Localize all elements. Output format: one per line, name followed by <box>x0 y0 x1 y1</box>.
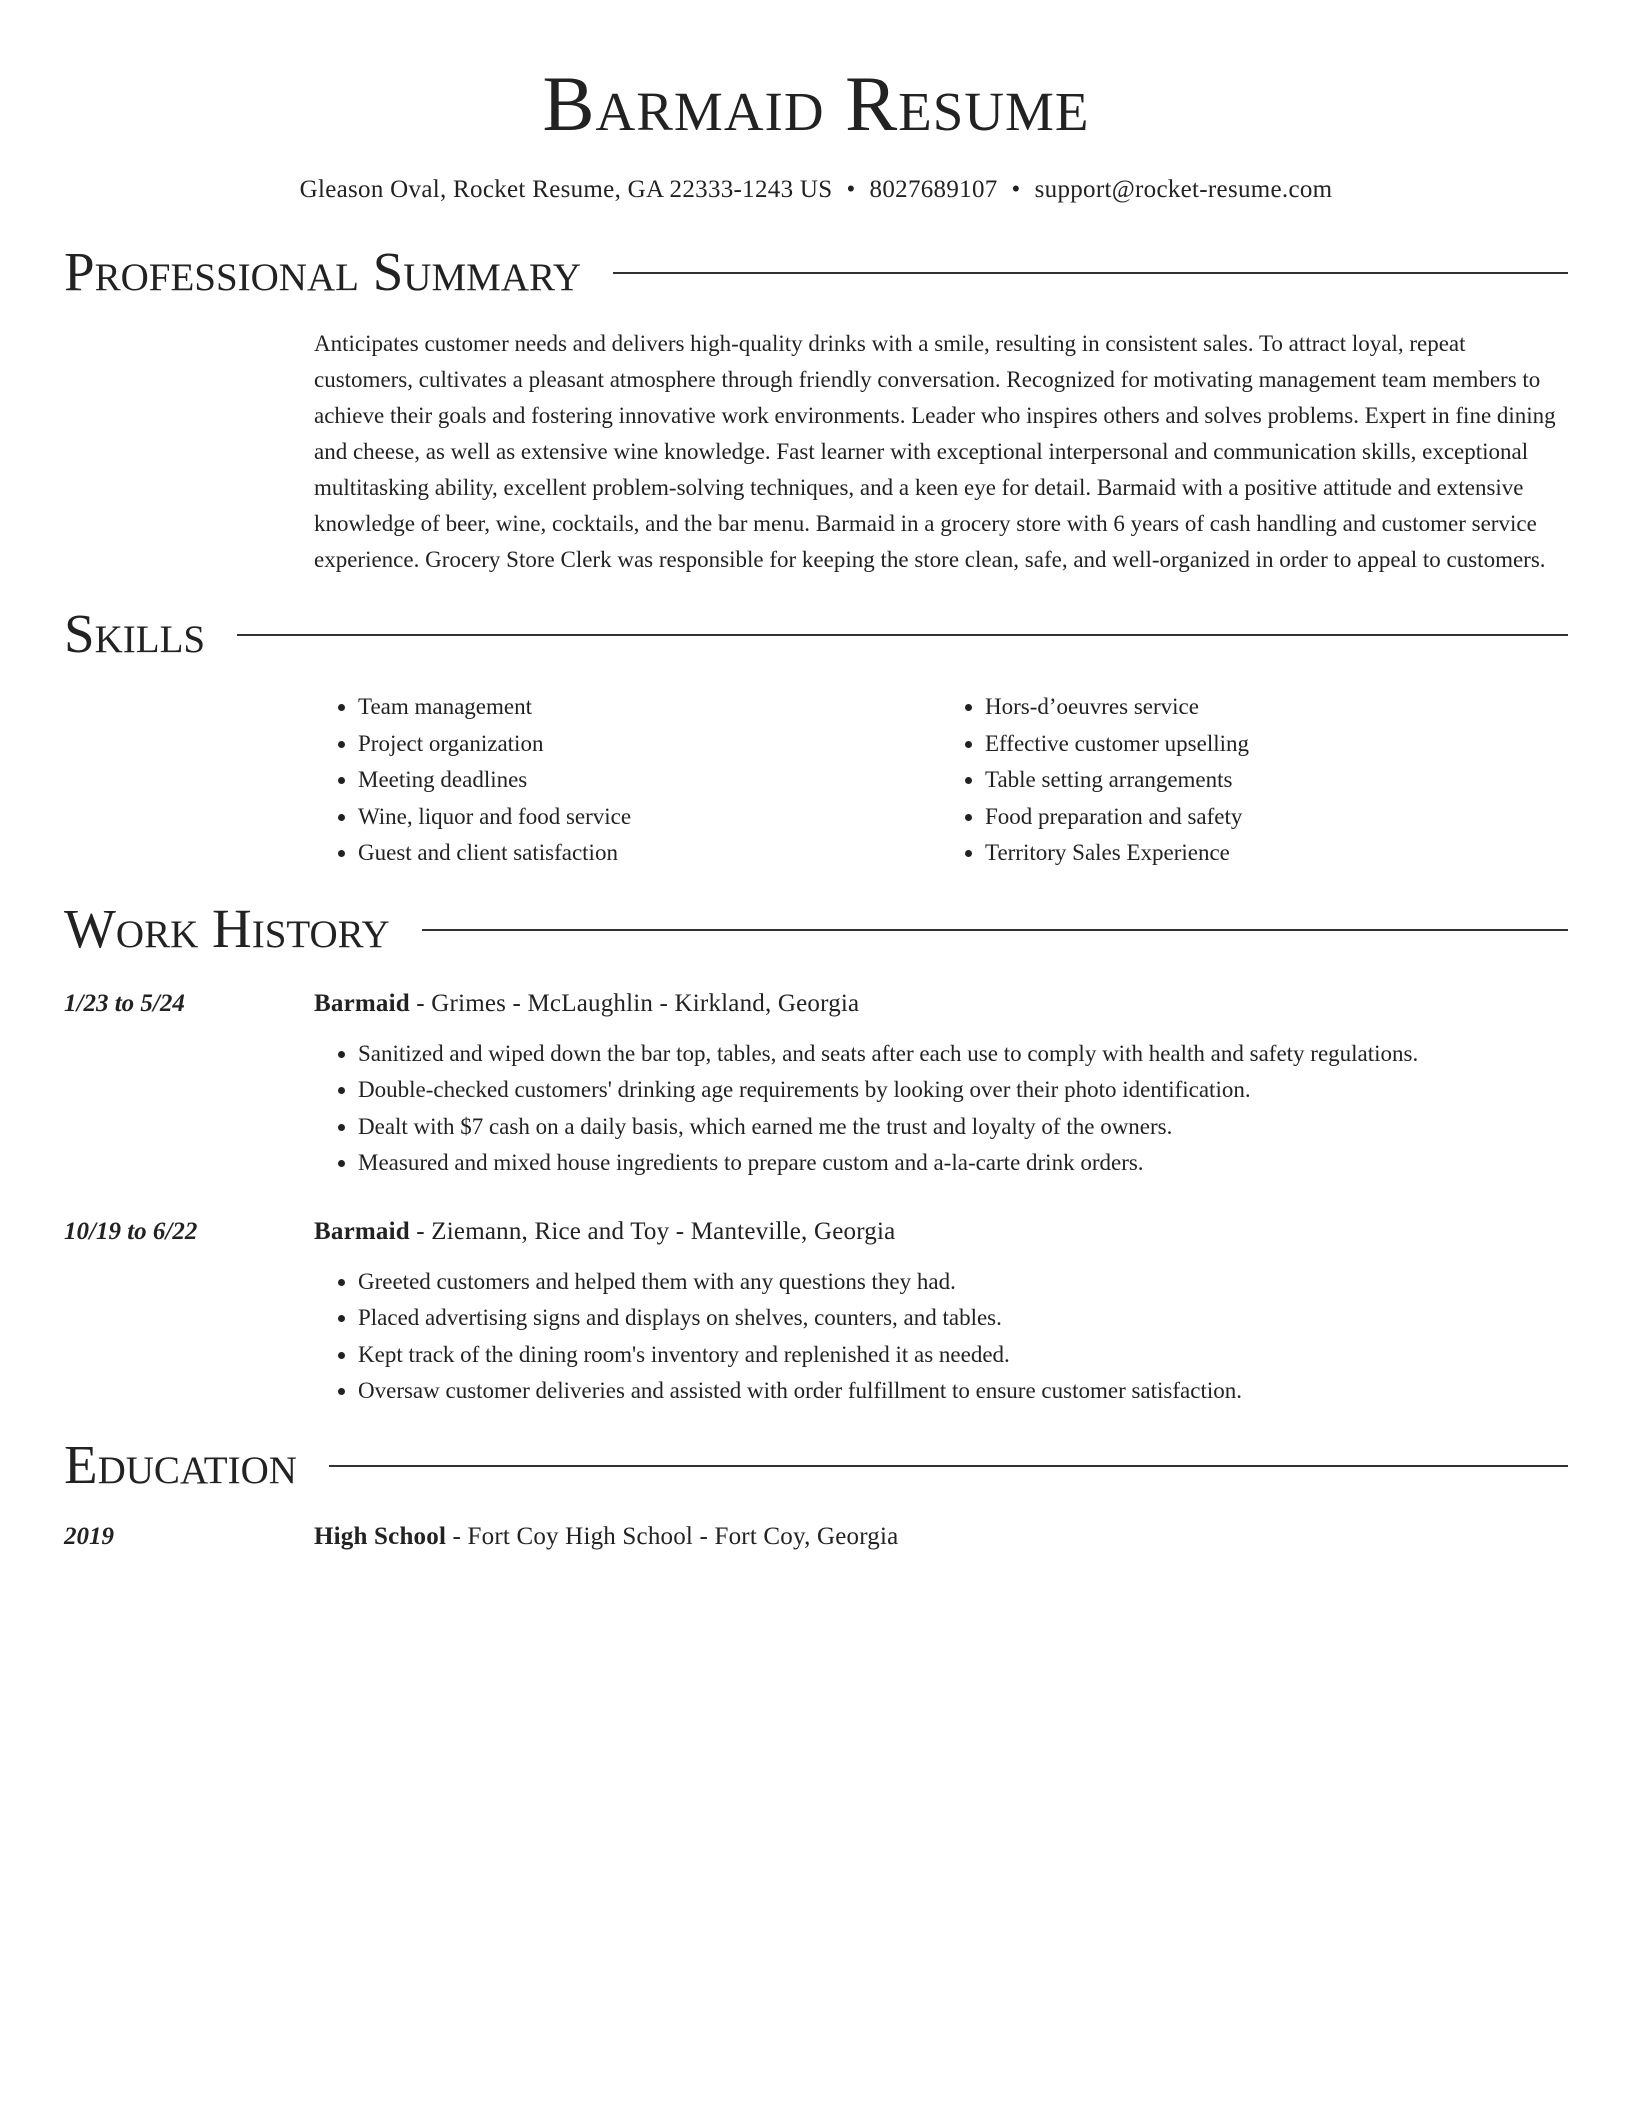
contact-address: Gleason Oval, Rocket Resume, GA 22333-1243 US <box>299 176 833 203</box>
education-header <box>64 1430 1568 1500</box>
contact-separator: • <box>1011 176 1021 203</box>
skill-item: • Food preparation and safety <box>985 799 1568 836</box>
job-bullet: • Placed advertising signs and displays on shelves, counters, and tables. <box>358 1300 1568 1337</box>
section-title: Skills <box>64 603 206 664</box>
job-bullets <box>314 1264 1568 1410</box>
skills-grid <box>314 689 1568 872</box>
section-title: Education <box>64 1433 297 1495</box>
section-divider <box>422 929 1568 931</box>
section-divider <box>329 1465 1568 1467</box>
job-bullet: • Oversaw customer deliveries and assisted with order fulfillment to ensure customer satisfaction. <box>358 1373 1568 1410</box>
job-entry <box>64 986 1568 1182</box>
summary-header <box>64 237 1568 307</box>
education-heading <box>314 1519 1568 1555</box>
summary-section <box>64 237 1568 578</box>
section-title: Work History <box>64 897 390 959</box>
job-details: - Ziemann, Rice and Toy - Manteville, Georgia <box>409 1217 896 1245</box>
contact-separator: • <box>846 176 856 203</box>
job-bullet: • Measured and mixed house ingredients to prepare custom and a-la-carte drink orders. <box>358 1145 1568 1182</box>
resume-page <box>64 0 1568 1555</box>
skill-item: • Guest and client satisfaction <box>358 835 941 872</box>
job-entry <box>64 1214 1568 1410</box>
skill-item: • Effective customer upselling <box>985 726 1568 763</box>
summary-body <box>314 326 1568 578</box>
skills-header <box>64 599 1568 669</box>
job-bullet: • Kept track of the dining room's inventory and replenished it as needed. <box>358 1337 1568 1374</box>
job-bullet: • Sanitized and wiped down the bar top, tables, and seats after each use to comply with health and safety regulations. <box>358 1036 1568 1073</box>
skills-list-right <box>941 689 1568 872</box>
education-details: - Fort Coy High School - Fort Coy, Georgia <box>446 1522 899 1550</box>
job-details: - Grimes - McLaughlin - Kirkland, Georgia <box>409 989 860 1017</box>
skills-section <box>64 599 1568 872</box>
job-bullets <box>314 1036 1568 1182</box>
summary-text: Anticipates customer needs and delivers high-quality drinks with a smile, resulting in consistent sales. To attract loyal, repeat customers, cultivates a pleasant atmosphere through friendly conversation. Recognized for motivating management team members to achieve their goals and fostering innovative work environments. Leader who inspires others and solves problems. Expert in fine dining and cheese, as well as extensive wine knowledge. Fast learner with exceptional interpersonal and communication skills, exceptional multitasking ability, excellent problem-solving techniques, and a keen eye for detail. Barmaid with a positive attitude and extensive knowledge of beer, wine, cocktails, and the bar menu. Barmaid in a grocery store with 6 years of cash handling and customer service experience. Grocery Store Clerk was responsible for keeping the store clean, safe, and well-organized in order to appeal to customers. <box>314 331 1556 572</box>
job-title: Barmaid <box>314 1217 410 1245</box>
job-bullet: • Double-checked customers' drinking age requirements by looking over their photo identification. <box>358 1072 1568 1109</box>
job-bullet: • Dealt with $7 cash on a daily basis, which earned me the trust and loyalty of the owners. <box>358 1109 1568 1146</box>
section-divider <box>613 272 1568 274</box>
skill-item: • Team management <box>358 689 941 726</box>
skills-list-left <box>314 689 941 872</box>
work-history-header <box>64 894 1568 964</box>
job-bullet: • Greeted customers and helped them with any questions they had. <box>358 1264 1568 1301</box>
skill-item: • Table setting arrangements <box>985 762 1568 799</box>
job-heading <box>314 1214 1568 1250</box>
job-date: 10/19 to 6/22 <box>64 1217 198 1245</box>
education-entry <box>64 1519 1568 1555</box>
section-title: Professional Summary <box>64 241 582 302</box>
work-history-section <box>64 894 1568 1410</box>
skill-item: • Meeting deadlines <box>358 762 941 799</box>
education-section <box>64 1430 1568 1555</box>
contact-email: support@rocket-resume.com <box>1034 176 1333 203</box>
job-title: Barmaid <box>314 989 410 1017</box>
job-heading <box>314 986 1568 1022</box>
skill-item: • Wine, liquor and food service <box>358 799 941 836</box>
resume-title: Barmaid Resume <box>542 60 1090 147</box>
skill-item: • Territory Sales Experience <box>985 835 1568 872</box>
job-date: 1/23 to 5/24 <box>64 989 185 1017</box>
skill-item: • Project organization <box>358 726 941 763</box>
contact-phone: 8027689107 <box>869 176 998 203</box>
education-date: 2019 <box>64 1522 114 1550</box>
section-divider <box>237 634 1568 636</box>
skill-item: • Hors-d’oeuvres service <box>985 689 1568 726</box>
contact-line <box>64 174 1568 206</box>
education-degree: High School <box>314 1522 447 1550</box>
